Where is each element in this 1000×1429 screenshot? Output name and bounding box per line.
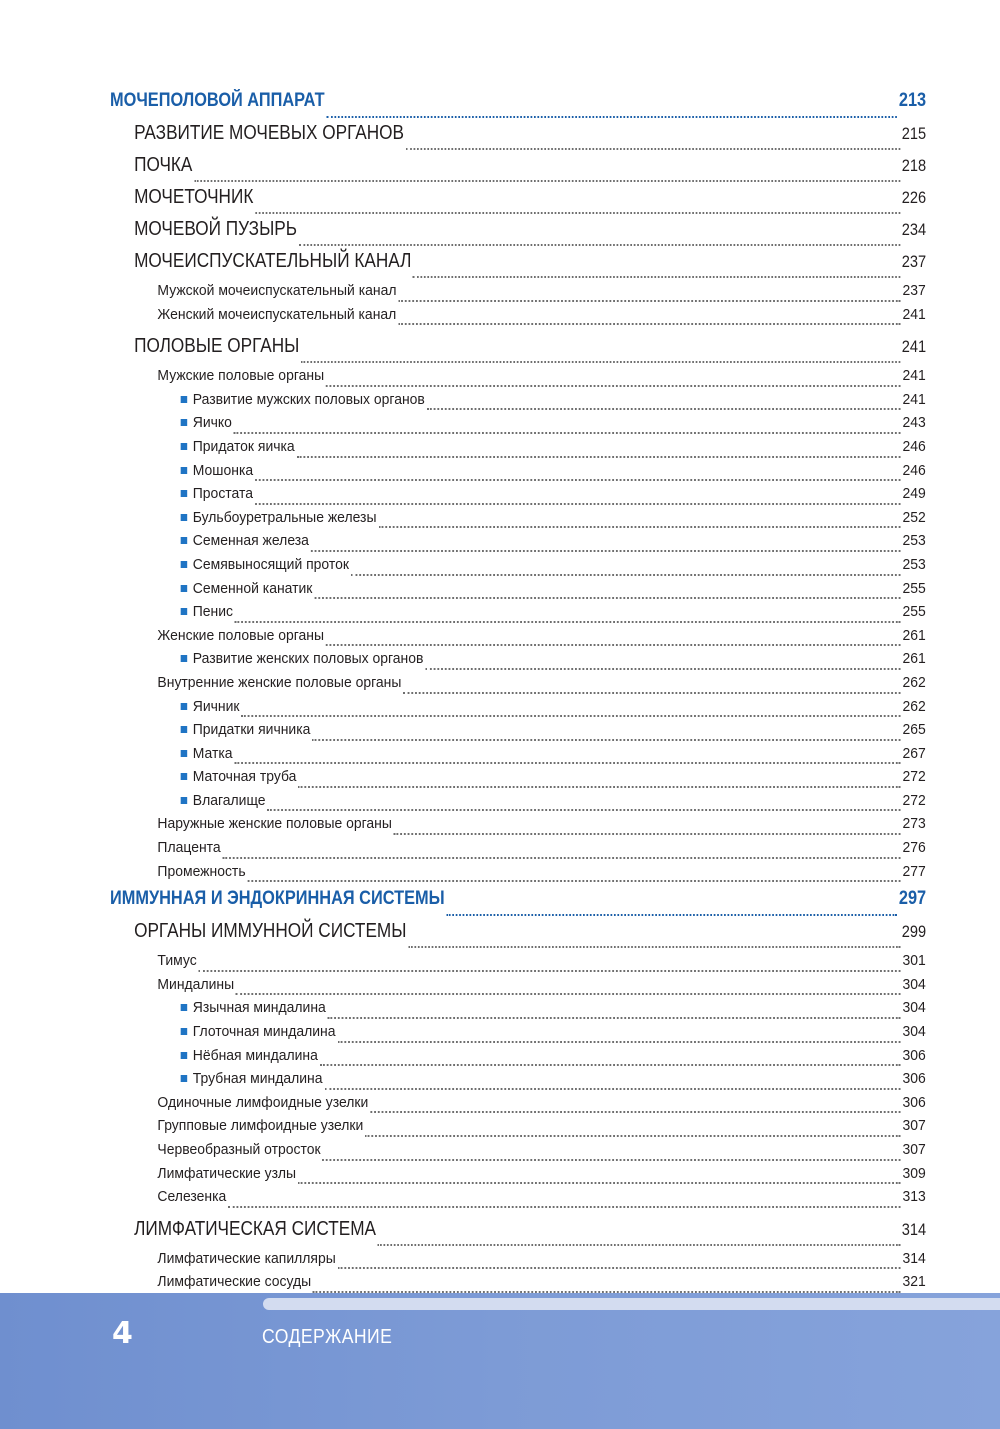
toc-entry-text: ИММУННАЯ И ЭНДОКРИННАЯ СИСТЕМЫ [110, 888, 445, 910]
toc-entry[interactable] [110, 250, 926, 282]
square-bullet-icon [181, 726, 188, 733]
toc-entry-label [134, 920, 406, 943]
toc-page-number: 261 [902, 626, 926, 644]
toc-page-number: 261 [902, 650, 926, 668]
toc-page-number: 237 [901, 252, 927, 271]
dot-leader [338, 1267, 901, 1269]
toc-entry-text: Внутренние женские половые органы [157, 673, 402, 691]
toc-entry-label [110, 888, 445, 910]
toc-entry-text: ОРГАНЫ ИММУННОЙ СИСТЕМЫ [134, 920, 407, 943]
toc-page-number: 255 [902, 579, 926, 597]
dot-leader [326, 644, 901, 646]
dot-leader [228, 1206, 901, 1208]
toc-entry-text: Трубная миндалина [192, 1070, 323, 1088]
toc-entry-label [181, 1070, 323, 1087]
toc-entry[interactable] [110, 532, 926, 556]
toc-entry[interactable] [110, 556, 926, 580]
dot-leader [337, 1041, 900, 1043]
toc-entry-text: Червеобразный отросток [157, 1141, 321, 1158]
toc-entry-label [134, 154, 192, 177]
toc-page-number: 314 [901, 1219, 927, 1239]
toc-entry-text: Мошонка [192, 461, 254, 479]
toc-entry[interactable] [110, 509, 926, 533]
dot-leader [322, 1159, 900, 1161]
toc-entry-text: МОЧЕПОЛОВОЙ АППАРАТ [110, 90, 325, 111]
toc-page-number: 304 [902, 999, 926, 1017]
toc-section-heading[interactable] [110, 90, 926, 122]
dot-leader [234, 762, 900, 764]
toc-page-number: 241 [902, 305, 926, 323]
toc-page-number: 277 [902, 862, 926, 880]
toc-entry-text: МОЧЕИСПУСКАТЕЛЬНЫЙ КАНАЛ [134, 250, 412, 272]
dot-leader [298, 1182, 901, 1184]
toc-entry-text: Тимус [157, 952, 197, 970]
toc-entry[interactable] [110, 1141, 926, 1165]
toc-entry-text: Глоточная миндалина [192, 1023, 336, 1041]
toc-entry[interactable] [110, 768, 926, 792]
square-bullet-icon [181, 537, 188, 544]
toc-entry-text: Миндалины [157, 975, 235, 993]
toc-entry-label [181, 650, 424, 667]
toc-entry-text: Яичко [192, 414, 232, 432]
toc-page-number: 262 [902, 673, 926, 691]
toc-entry[interactable] [110, 462, 926, 486]
toc-entry[interactable] [110, 721, 926, 745]
toc-entry-text: Одиночные лимфоидные узелки [157, 1093, 369, 1111]
toc-entry-label [134, 250, 411, 273]
toc-page-number: 272 [902, 768, 926, 786]
dot-leader [427, 408, 901, 410]
square-bullet-icon [181, 467, 188, 474]
toc-entry[interactable] [110, 580, 926, 604]
toc-entry-label [157, 839, 220, 856]
toc-entry[interactable] [110, 1023, 926, 1047]
toc-entry[interactable] [110, 792, 926, 816]
toc-entry-text: Лимфатические сосуды [157, 1273, 312, 1291]
toc-entry-label [157, 367, 324, 384]
toc-page-number: 301 [902, 952, 926, 970]
toc-entry-label [134, 218, 297, 241]
square-bullet-icon [181, 1028, 188, 1035]
dot-leader [255, 212, 900, 214]
toc-entry-text: Мужские половые органы [157, 367, 325, 385]
dot-leader [326, 116, 897, 118]
toc-entry[interactable] [110, 976, 926, 1000]
toc-page-number: 307 [902, 1141, 926, 1158]
toc-entry[interactable] [110, 1165, 926, 1189]
dot-leader [297, 456, 901, 458]
toc-page-number: 273 [902, 815, 926, 833]
dot-leader [234, 432, 901, 434]
footer-section-title: СОДЕРЖАНИЕ [262, 1326, 393, 1348]
toc-entry-label [181, 792, 266, 809]
dot-leader [324, 1088, 900, 1090]
toc-entry[interactable] [110, 999, 926, 1023]
toc-entry-text: Групповые лимфоидные узелки [157, 1117, 364, 1135]
toc-entry-label [157, 815, 391, 832]
toc-page-number: 306 [902, 1093, 926, 1111]
toc-entry-text: Яичник [192, 697, 240, 715]
toc-entry-text: МОЧЕВОЙ ПУЗЫРЬ [134, 218, 298, 240]
toc-page-number: 215 [901, 124, 927, 143]
toc-entry-text: Плацента [157, 839, 221, 857]
toc-entry-text: Селезенка [157, 1188, 227, 1206]
toc-entry[interactable] [110, 306, 926, 330]
toc-entry-label [181, 532, 309, 549]
toc-entry-text: Мужской мочеиспускательный канал [157, 282, 397, 299]
toc-page-number: 243 [902, 414, 926, 432]
toc-entry-label [134, 186, 253, 209]
toc-entry-text: ЛИМФАТИЧЕСКАЯ СИСТЕМА [134, 1217, 377, 1240]
toc-page-number: 313 [902, 1188, 926, 1206]
toc-entry-text: МОЧЕТОЧНИК [134, 186, 254, 208]
toc-entry-text: Развитие мужских половых органов [192, 390, 425, 408]
toc-entry[interactable] [110, 335, 926, 367]
square-bullet-icon [181, 797, 188, 804]
toc-entry[interactable] [110, 1047, 926, 1071]
toc-entry[interactable] [110, 952, 926, 976]
toc-page-number: 262 [902, 697, 926, 715]
square-bullet-icon [181, 608, 188, 615]
toc-entry-label [110, 90, 325, 112]
toc-entry-label [181, 698, 240, 715]
dot-leader [223, 857, 901, 859]
dot-leader [378, 526, 900, 528]
toc-entry-text: Матка [192, 744, 233, 762]
toc-page-number: 309 [902, 1164, 926, 1182]
dot-leader [247, 880, 900, 882]
toc-page-number: 306 [902, 1070, 926, 1088]
toc-entry-label [157, 863, 245, 880]
toc-page-number: 255 [902, 603, 926, 621]
dot-leader [398, 323, 900, 325]
toc-entry-label [134, 1218, 376, 1241]
toc-entry-label [181, 745, 233, 762]
toc-entry[interactable] [110, 438, 926, 462]
toc-entry-label [181, 603, 233, 620]
toc-page-number: 246 [902, 437, 926, 455]
toc-entry-label [157, 976, 234, 993]
square-bullet-icon [181, 773, 188, 780]
toc-entry[interactable] [110, 698, 926, 722]
toc-entry-label [181, 556, 349, 573]
dot-leader [199, 970, 901, 972]
dot-leader [398, 300, 900, 302]
toc-entry-text: ПОЛОВЫЕ ОРГАНЫ [134, 335, 300, 358]
toc-entry-text: Развитие женских половых органов [192, 650, 424, 668]
square-bullet-icon [181, 514, 188, 521]
toc-entry[interactable] [110, 154, 926, 186]
dot-leader [365, 1135, 900, 1137]
square-bullet-icon [181, 655, 188, 662]
toc-entry-text: Пенис [192, 603, 234, 621]
footer-decorative-strip [263, 1298, 1000, 1310]
toc-entry-label [157, 1188, 226, 1205]
toc-entry-label [181, 721, 311, 738]
toc-entry-label [181, 1023, 336, 1040]
toc-entry-label [134, 335, 299, 358]
toc-entry[interactable] [110, 815, 926, 839]
dot-leader [328, 1017, 901, 1019]
toc-entry-text: ПОЧКА [134, 154, 193, 176]
toc-entry[interactable] [110, 1070, 926, 1094]
toc-entry-text: Женский мочеиспускательный канал [157, 305, 397, 323]
toc-page-number: 304 [902, 975, 926, 993]
toc-entry-label [157, 952, 196, 969]
dot-leader [194, 180, 900, 182]
toc-entry-text: Язычная миндалина [192, 999, 326, 1017]
toc-page-number: 297 [898, 888, 927, 910]
toc-entry-text: Наружные женские половые органы [157, 815, 392, 833]
square-bullet-icon [181, 443, 188, 450]
toc-entry[interactable] [110, 745, 926, 769]
dot-leader [326, 385, 901, 387]
toc-page-number: 237 [902, 282, 926, 299]
toc-entry[interactable] [110, 186, 926, 218]
table-of-contents [110, 90, 926, 1297]
toc-entry-label [181, 485, 253, 502]
toc-page-number: 307 [902, 1117, 926, 1135]
toc-entry-text: Семявыносящий проток [192, 555, 349, 573]
square-bullet-icon [181, 1004, 188, 1011]
toc-page-number: 213 [898, 90, 927, 111]
toc-entry-text: Семенной канатик [192, 579, 313, 597]
toc-entry[interactable] [110, 920, 926, 952]
toc-page-number: 314 [902, 1249, 926, 1267]
dot-leader [378, 1244, 900, 1246]
toc-entry-label [157, 1141, 320, 1158]
toc-page-number: 265 [902, 721, 926, 739]
toc-entry-label [181, 999, 326, 1016]
dot-leader [394, 833, 901, 835]
toc-page-number: 276 [902, 839, 926, 857]
square-bullet-icon [181, 419, 188, 426]
page-number: 4 [112, 1316, 133, 1351]
toc-entry[interactable] [110, 282, 926, 306]
toc-entry-label [134, 122, 404, 145]
toc-entry-text: Придатки яичника [192, 721, 311, 739]
toc-entry[interactable] [110, 603, 926, 627]
toc-page-number: 241 [902, 390, 926, 408]
toc-entry-text: Простата [192, 485, 253, 503]
toc-entry[interactable] [110, 218, 926, 250]
square-bullet-icon [181, 1075, 188, 1082]
toc-page-number: 306 [902, 1046, 926, 1064]
toc-entry-label [157, 1117, 363, 1134]
footer-band [0, 1293, 1000, 1429]
toc-entry-label [157, 627, 324, 644]
toc-entry-label [181, 580, 313, 597]
toc-entry[interactable] [110, 1117, 926, 1141]
toc-entry[interactable] [110, 485, 926, 509]
dot-leader [312, 739, 900, 741]
toc-entry-text: Женские половые органы [157, 626, 325, 644]
toc-entry[interactable] [110, 1218, 926, 1250]
toc-entry[interactable] [110, 650, 926, 674]
square-bullet-icon [181, 703, 188, 710]
square-bullet-icon [181, 561, 188, 568]
square-bullet-icon [181, 585, 188, 592]
dot-leader [406, 148, 900, 150]
toc-entry-text: Промежность [157, 862, 246, 880]
dot-leader [241, 715, 900, 717]
toc-page-number: 321 [902, 1273, 926, 1291]
toc-entry-label [157, 282, 396, 299]
square-bullet-icon [181, 396, 188, 403]
dot-leader [267, 809, 900, 811]
toc-entry-label [181, 1047, 318, 1064]
dot-leader [403, 692, 900, 694]
toc-entry[interactable] [110, 391, 926, 415]
toc-page-number: 218 [901, 156, 927, 175]
dot-leader [255, 479, 901, 481]
dot-leader [298, 786, 900, 788]
toc-page-number: 234 [901, 220, 927, 239]
toc-page-number: 272 [902, 791, 926, 809]
toc-page-number: 252 [902, 508, 926, 526]
dot-leader [311, 550, 901, 552]
dot-leader [255, 503, 901, 505]
toc-entry-text: Бульбоуретральные железы [192, 508, 377, 526]
toc-entry[interactable] [110, 839, 926, 863]
toc-section-heading[interactable] [110, 888, 926, 920]
toc-entry[interactable] [110, 627, 926, 651]
toc-page-number: 253 [902, 555, 926, 573]
toc-entry-text: Придаток яичка [192, 437, 295, 455]
dot-leader [299, 244, 900, 246]
dot-leader [446, 914, 897, 916]
toc-entry-text: Лимфатические капилляры [157, 1249, 336, 1267]
toc-entry[interactable] [110, 1188, 926, 1212]
toc-entry-text: Влагалище [192, 791, 266, 809]
dot-leader [408, 946, 900, 948]
toc-entry-text: РАЗВИТИЕ МОЧЕВЫХ ОРГАНОВ [134, 122, 404, 144]
dot-leader [236, 993, 901, 995]
toc-entry-label [181, 462, 253, 479]
toc-entry-label [181, 414, 232, 431]
dot-leader [351, 574, 901, 576]
toc-page-number: 241 [902, 367, 926, 385]
toc-entry-text: Лимфатические узлы [157, 1164, 296, 1182]
toc-page-number: 267 [902, 744, 926, 762]
toc-entry-label [157, 306, 396, 323]
dot-leader [413, 276, 900, 278]
toc-entry[interactable] [110, 863, 926, 887]
toc-entry[interactable] [110, 367, 926, 391]
square-bullet-icon [181, 750, 188, 757]
toc-entry[interactable] [110, 1094, 926, 1118]
toc-page-number: 253 [902, 532, 926, 550]
toc-entry-label [157, 1273, 311, 1290]
toc-page-number: 304 [902, 1023, 926, 1041]
toc-entry-label [157, 1094, 368, 1111]
toc-entry-label [181, 391, 425, 408]
toc-page-number: 241 [901, 337, 927, 357]
toc-entry-label [181, 509, 377, 526]
toc-page-number: 249 [902, 485, 926, 503]
toc-entry[interactable] [110, 1250, 926, 1274]
dot-leader [301, 361, 900, 363]
toc-page-number: 226 [901, 188, 927, 207]
toc-entry[interactable] [110, 414, 926, 438]
toc-entry-text: Маточная труба [192, 768, 297, 786]
toc-entry-label [157, 674, 401, 691]
toc-entry-text: Семенная железа [192, 532, 309, 550]
toc-entry-label [157, 1165, 296, 1182]
toc-entry-label [181, 768, 297, 785]
toc-entry[interactable] [110, 674, 926, 698]
square-bullet-icon [181, 1052, 188, 1059]
dot-leader [425, 668, 900, 670]
dot-leader [320, 1064, 901, 1066]
toc-entry-label [181, 438, 295, 455]
dot-leader [314, 597, 900, 599]
dot-leader [235, 621, 901, 623]
toc-entry-label [157, 1250, 335, 1267]
dot-leader [370, 1111, 900, 1113]
toc-page-number: 246 [902, 461, 926, 479]
toc-page-number: 299 [901, 922, 927, 942]
square-bullet-icon [181, 490, 188, 497]
toc-entry-text: Нёбная миндалина [192, 1046, 318, 1064]
toc-entry[interactable] [110, 122, 926, 154]
